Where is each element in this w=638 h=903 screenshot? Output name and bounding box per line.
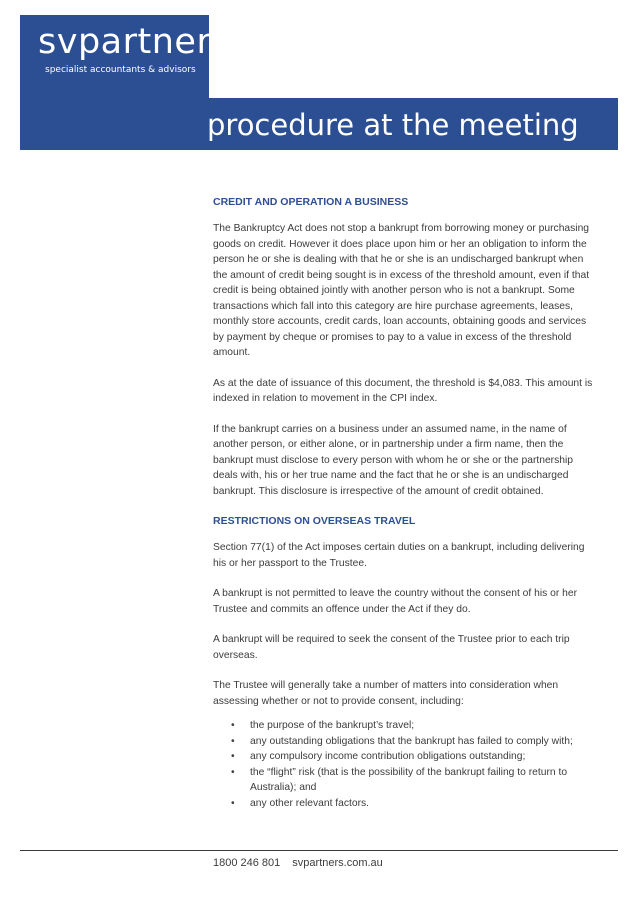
paragraph: A bankrupt will be required to seek the consent of the Trustee prior to each trip overseas. bbox=[213, 634, 570, 661]
list-item bbox=[213, 765, 593, 796]
footer-phone: 1800 246 801 bbox=[213, 857, 281, 869]
bullet-icon: • bbox=[231, 751, 235, 762]
list-item-text: any outstanding obligations that the bankrupt has failed to comply with; bbox=[250, 735, 573, 747]
list-item bbox=[213, 796, 593, 812]
paragraph: As at the date of issuance of this document, the threshold is $4,083. This amount is indexed in relation to movement in the CPI index. bbox=[213, 377, 593, 404]
list-item bbox=[213, 749, 593, 765]
paragraph: If the bankrupt carries on a business under an assumed name, in the name of another person, or either alone, or in partnership under a firm name, then the bankrupt must disclose to every person with whom he or she or the partnership deals with, his or her true name and the fact that he or she is an undischarged bankrupt. This disclosure is irrespective of the amount of credit obtained. bbox=[213, 423, 573, 497]
footer-website-link[interactable]: svpartners.com.au bbox=[292, 857, 383, 869]
paragraph: Section 77(1) of the Act imposes certain duties on a bankrupt, including delivering his or her passport to the Trustee. bbox=[213, 542, 585, 569]
section-overseas-travel bbox=[213, 514, 593, 811]
bullet-icon: • bbox=[231, 735, 235, 747]
consideration-list bbox=[213, 718, 593, 811]
footer-divider bbox=[20, 850, 618, 851]
footer bbox=[213, 856, 383, 870]
brand-logo-name: svpartners bbox=[38, 22, 231, 62]
paragraph: A bankrupt is not permitted to leave the country without the consent of his or her Trustee and commits an offence under the Act if they do. bbox=[213, 588, 578, 615]
paragraph: The Trustee will generally take a number of matters into consideration when assessing whether or not to provide consent, including: bbox=[213, 680, 559, 707]
section-heading: CREDIT AND OPERATION A BUSINESS bbox=[213, 196, 409, 208]
document-body bbox=[213, 195, 593, 811]
list-item-text: the purpose of the bankrupt’s travel; bbox=[250, 720, 415, 731]
list-item bbox=[213, 734, 593, 750]
list-item-text: any other relevant factors. bbox=[250, 797, 370, 809]
section-heading: RESTRICTIONS ON OVERSEAS TRAVEL bbox=[213, 515, 416, 527]
list-item-text: the “flight” risk (that is the possibility of the bankrupt failing to return to Australia); and bbox=[250, 766, 568, 793]
brand-tagline: specialist accountants & advisors bbox=[45, 65, 196, 75]
bullet-icon: • bbox=[231, 766, 235, 778]
list-item-text: any compulsory income contribution obligations outstanding; bbox=[250, 751, 526, 762]
list-item bbox=[213, 718, 593, 734]
paragraph: The Bankruptcy Act does not stop a bankrupt from borrowing money or purchasing goods on credit. However it does place upon him or her an obligation to inform the person he or she is dealing with that he or she is an undischarged bankrupt when the amount of credit being sought is in excess of the threshold amount, even if that credit is being obtained jointly with another person who is not a bankrupt. Some transactions which fall into this category are hire purchase agreements, leases, monthly store accounts, credit cards, loan accounts, obtaining goods and services by payment by cheque or promises to pay to a value in excess of the threshold amount. bbox=[213, 223, 590, 358]
page-title: procedure at the meeting bbox=[207, 108, 579, 142]
section-credit bbox=[213, 195, 593, 499]
bullet-icon: • bbox=[231, 797, 235, 809]
bullet-icon: • bbox=[231, 720, 235, 731]
